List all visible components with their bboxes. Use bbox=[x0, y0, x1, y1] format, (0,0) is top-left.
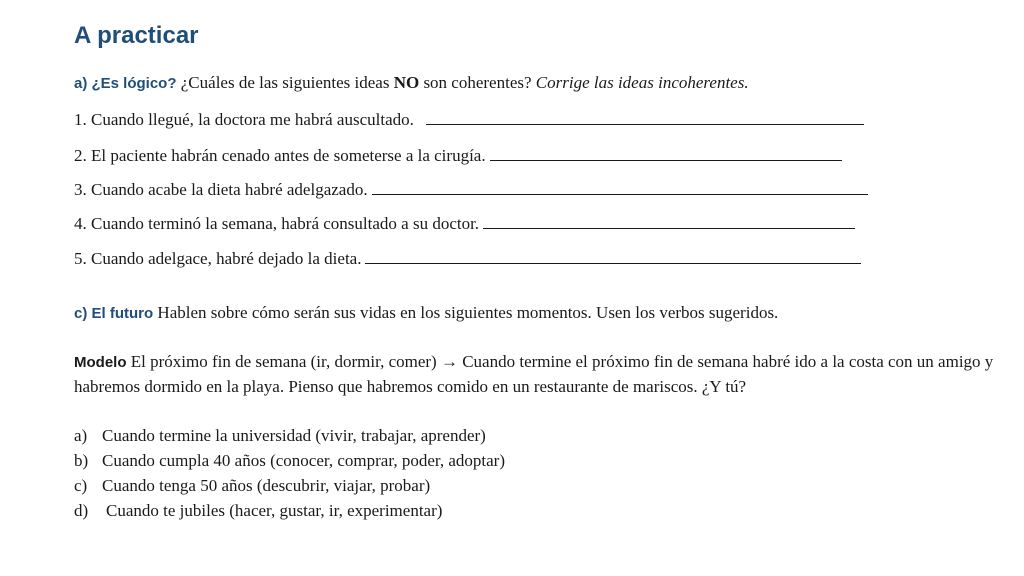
section-c-label: c) El futuro bbox=[74, 305, 154, 322]
exercise-item-5: 5. Cuando adelgace, habré dejado la dieta. bbox=[74, 248, 861, 270]
option-b: b) Cuando cumpla 40 años (conocer, comprar, poder, adoptar) bbox=[74, 451, 505, 470]
model-label: Modelo bbox=[74, 354, 127, 371]
answer-blank[interactable] bbox=[365, 249, 861, 264]
exercise-item-1: 1. Cuando llegué, la doctora me habrá auscultado. bbox=[74, 109, 864, 131]
exercise-item-3: 3. Cuando acabe la dieta habré adelgazado. bbox=[74, 179, 868, 201]
section-c-instruction: c) El futuro Hablen sobre cómo serán sus vidas en los siguientes momentos. Usen los verbos sugeridos. bbox=[74, 303, 779, 322]
page-title: A practicar bbox=[74, 22, 199, 49]
model-text: El próximo fin de semana (ir, dormir, comer) → Cuando termine el próximo fin de semana habré ido a la costa con un amigo y habremos dormido en la playa. Pienso que habremos comido en un restaurante de mariscos. ¿Y tú? bbox=[74, 352, 994, 396]
instruction-mid: son coherentes? bbox=[419, 73, 536, 92]
model-paragraph bbox=[74, 350, 1024, 399]
answer-blank[interactable] bbox=[483, 214, 855, 229]
option-a: a) Cuando termine la universidad (vivir, trabajar, aprender) bbox=[74, 426, 486, 445]
answer-blank[interactable] bbox=[490, 146, 842, 161]
instruction-start: ¿Cuáles de las siguientes ideas bbox=[180, 73, 394, 92]
exercise-item-2: 2. El paciente habrán cenado antes de someterse a la cirugía. bbox=[74, 145, 842, 167]
instruction-italic: Corrige las ideas incoherentes. bbox=[535, 73, 749, 92]
section-a-instruction bbox=[74, 72, 749, 95]
instruction-bold: NO bbox=[393, 73, 420, 92]
answer-blank[interactable] bbox=[372, 180, 868, 195]
section-a-label: a) ¿Es lógico? bbox=[74, 75, 177, 92]
option-d: d) Cuando te jubiles (hacer, gustar, ir, experimentar) bbox=[74, 501, 443, 520]
answer-blank[interactable] bbox=[426, 110, 864, 125]
exercise-item-4: 4. Cuando terminó la semana, habrá consultado a su doctor. bbox=[74, 213, 855, 235]
option-c: c) Cuando tenga 50 años (descubrir, viajar, probar) bbox=[74, 476, 431, 495]
